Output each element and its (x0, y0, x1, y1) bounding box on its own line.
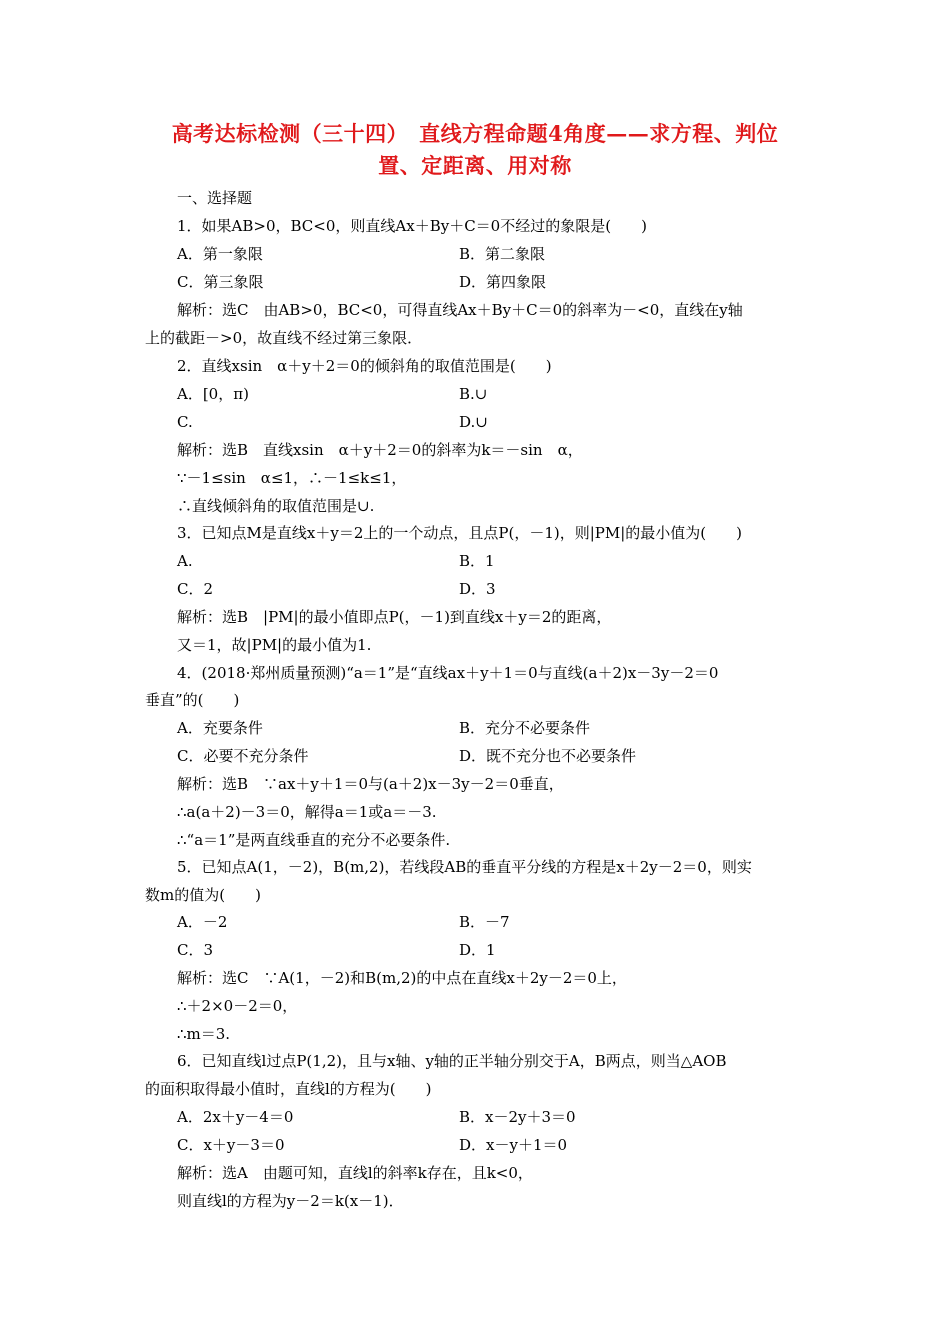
question-stem: 3．已知点M是直线x＋y＝2上的一个动点，且点P(，－1)，则|PM|的最小值为( ) (177, 524, 742, 542)
option-d: D．x－y＋1＝0 (459, 1136, 568, 1154)
title-line-1: 高考达标检测（三十四） 直线方程命题4角度——求方程、判位 (171, 121, 779, 146)
option-c: C. (177, 413, 193, 431)
question-stem: 数m的值为( ) (145, 886, 261, 904)
option-d: D.∪ (459, 413, 488, 431)
solution-line: 则直线l的方程为y－2＝k(x－1)． (177, 1192, 404, 1210)
solution-line: ∴直线倾斜角的取值范围是∪. (177, 497, 375, 515)
title-line-2: 置、定距离、用对称 (378, 153, 572, 178)
question-stem: 的面积取得最小值时，直线l的方程为( ) (145, 1080, 432, 1098)
solution-line: 解析：选A 由题可知，直线l的斜率k存在，且k<0， (177, 1164, 533, 1182)
solution-line: ∴m＝3. (177, 1025, 231, 1043)
solution-line: 上的截距－>0，故直线不经过第三象限． (145, 329, 423, 347)
option-d: D．3 (459, 580, 496, 598)
option-b: B．充分不必要条件 (459, 719, 591, 737)
question-stem: 4．(2018·郑州质量预测)“a＝1”是“直线ax＋y＋1＝0与直线(a＋2)x－3y－2＝0 (177, 664, 719, 682)
question-stem: 1．如果AB>0，BC<0，则直线Ax＋By＋C＝0不经过的象限是( ) (177, 217, 647, 235)
option-a: A．－2 (177, 913, 228, 931)
option-d: D．1 (459, 941, 496, 959)
option-b: B．1 (459, 552, 495, 570)
solution-line: 解析：选B 直线xsin α＋y＋2＝0的斜率为k＝－sin α， (177, 441, 583, 459)
option-a: A. (177, 552, 193, 570)
option-d: D．既不充分也不必要条件 (459, 747, 637, 765)
section-heading: 一、选择题 (177, 189, 253, 207)
solution-line: ∴＋2×0－2＝0， (177, 997, 298, 1015)
title-text (140, 118, 810, 182)
option-c: C．2 (177, 580, 214, 598)
option-b: B．x－2y＋3＝0 (459, 1108, 576, 1126)
option-a: A．充要条件 (177, 719, 263, 737)
solution-line: ∴a(a＋2)－3＝0，解得a＝1或a＝－3. (177, 803, 437, 821)
solution-line: 解析：选C 由AB>0，BC<0，可得直线Ax＋By＋C＝0的斜率为－<0，直线在y轴 (177, 301, 743, 319)
solution-line: 解析：选B |PM|的最小值即点P(，－1)到直线x＋y＝2的距离， (177, 608, 612, 626)
question-stem: 6．已知直线l过点P(1,2)，且与x轴、y轴的正半轴分别交于A，B两点，则当△AOB (177, 1052, 727, 1070)
solution-line: ∴“a＝1”是两直线垂直的充分不必要条件. (177, 831, 451, 849)
solution-line: 又＝1，故|PM|的最小值为1. (177, 636, 372, 654)
option-b: B．第二象限 (459, 245, 546, 263)
question-stem: 垂直”的( ) (145, 691, 240, 709)
option-c: C．第三象限 (177, 273, 264, 291)
option-a: A．第一象限 (177, 245, 263, 263)
question-stem: 5．已知点A(1，－2)，B(m,2)，若线段AB的垂直平分线的方程是x＋2y－2＝0，则实 (177, 858, 752, 876)
solution-line: 解析：选C ∵A(1，－2)和B(m,2)的中点在直线x＋2y－2＝0上， (177, 969, 627, 987)
solution-line: 解析：选B ∵ax＋y＋1＝0与(a＋2)x－3y－2＝0垂直， (177, 775, 564, 793)
option-a: A．[0，π) (177, 385, 249, 403)
option-d: D．第四象限 (459, 273, 547, 291)
option-a: A．2x＋y－4＝0 (177, 1108, 294, 1126)
question-stem: 2．直线xsin α＋y＋2＝0的倾斜角的取值范围是( ) (177, 357, 552, 375)
solution-line: ∵－1≤sin α≤1，∴－1≤k≤1， (177, 469, 407, 487)
option-c: C．必要不充分条件 (177, 747, 309, 765)
option-c: C．3 (177, 941, 214, 959)
option-b: B.∪ (459, 385, 488, 403)
option-b: B．－7 (459, 913, 510, 931)
option-c: C．x＋y－3＝0 (177, 1136, 285, 1154)
